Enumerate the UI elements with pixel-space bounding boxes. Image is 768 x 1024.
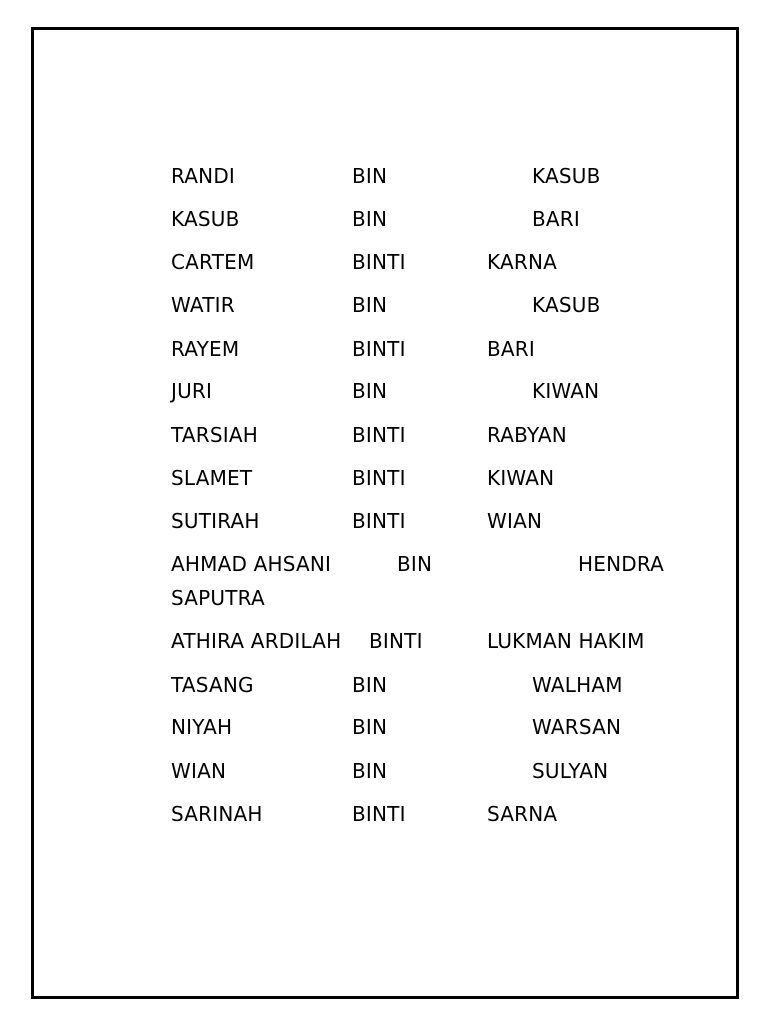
entry-name: RANDI	[171, 164, 236, 188]
entry-name: SARINAH	[171, 802, 263, 826]
entry-relation: BIN	[352, 715, 388, 739]
entry-relation: BINTI	[352, 509, 406, 533]
entry-relation: BINTI	[352, 802, 406, 826]
entry-parent: KASUB	[532, 164, 601, 188]
entry-name: CARTEM	[171, 250, 255, 274]
entry-parent: SULYAN	[532, 759, 609, 783]
entry-relation: BINTI	[369, 629, 423, 653]
entry-name: ATHIRA ARDILAH	[171, 629, 342, 653]
entry-relation: BINTI	[352, 250, 406, 274]
entry-parent: BARI	[532, 207, 580, 231]
entry-relation: BINTI	[352, 337, 406, 361]
entry-parent: SARNA	[487, 802, 558, 826]
entry-name: WIAN	[171, 759, 227, 783]
entry-relation: BIN	[352, 293, 388, 317]
entry-name: WATIR	[171, 293, 235, 317]
entry-parent: HENDRA	[578, 552, 665, 576]
entry-parent: RABYAN	[487, 423, 567, 447]
entry-relation: BIN	[397, 552, 433, 576]
entry-name: KASUB	[171, 207, 240, 231]
entry-parent: KASUB	[532, 293, 601, 317]
entry-parent-continuation: SAPUTRA	[171, 586, 265, 610]
entry-parent: LUKMAN HAKIM	[487, 629, 645, 653]
entry-parent: WIAN	[487, 509, 543, 533]
entry-name: NIYAH	[171, 715, 233, 739]
entry-relation: BIN	[352, 759, 388, 783]
entry-relation: BINTI	[352, 466, 406, 490]
entry-relation: BIN	[352, 164, 388, 188]
entry-parent: KARNA	[487, 250, 557, 274]
entry-parent: KIWAN	[487, 466, 555, 490]
entry-name: TASANG	[171, 673, 254, 697]
entry-name: JURI	[171, 379, 213, 403]
entry-parent: WALHAM	[532, 673, 623, 697]
entry-relation: BIN	[352, 673, 388, 697]
entry-name: TARSIAH	[171, 423, 258, 447]
entry-relation: BIN	[352, 379, 388, 403]
entry-parent: KIWAN	[532, 379, 600, 403]
entry-parent: WARSAN	[532, 715, 622, 739]
entry-relation: BIN	[352, 207, 388, 231]
entry-relation: BINTI	[352, 423, 406, 447]
entry-name: SLAMET	[171, 466, 253, 490]
entry-name: AHMAD AHSANI	[171, 552, 332, 576]
entry-name: RAYEM	[171, 337, 240, 361]
entry-parent: BARI	[487, 337, 535, 361]
entry-name: SUTIRAH	[171, 509, 260, 533]
